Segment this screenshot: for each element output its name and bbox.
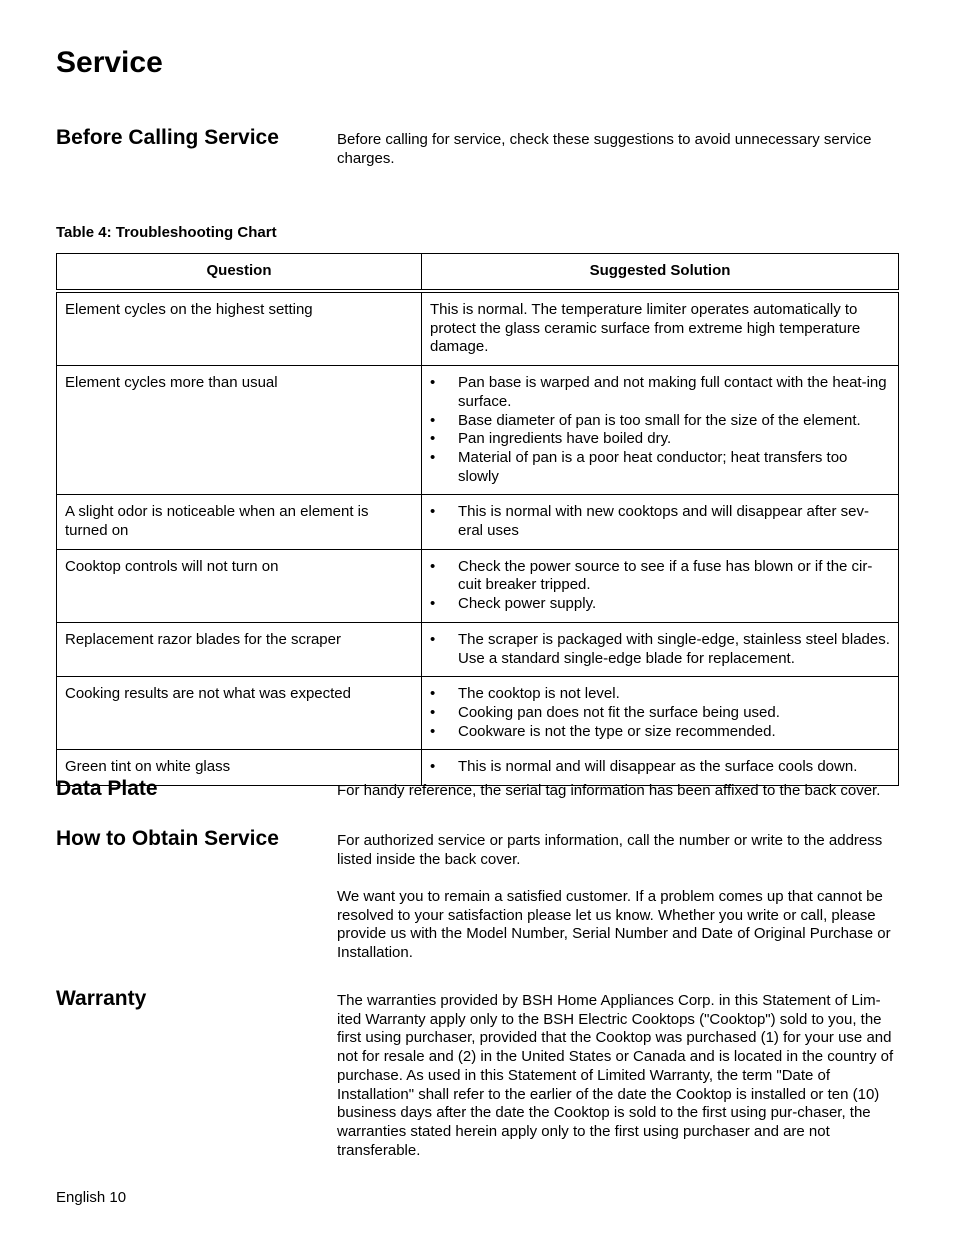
bullet-icon: •	[430, 722, 436, 740]
question-cell: Replacement razor blades for the scraper	[57, 622, 422, 676]
bullet-icon: •	[430, 374, 436, 392]
bullet-icon: •	[430, 448, 436, 466]
solution-item	[430, 704, 890, 723]
how-to-obtain-paragraph: For authorized service or parts information, call the number or write to the address listed inside the back cover.	[337, 832, 883, 868]
solution-item	[430, 430, 890, 449]
table-header-row	[57, 254, 899, 292]
solution-item	[430, 685, 890, 704]
solution-item	[430, 558, 890, 595]
solution-item	[430, 449, 890, 486]
solution-list	[430, 374, 890, 486]
solution-item-text: Cookware is not the type or size recommended.	[458, 722, 776, 740]
table-row	[57, 549, 899, 622]
table-row	[57, 622, 899, 676]
solution-item	[430, 595, 890, 614]
bullet-icon: •	[430, 703, 436, 721]
solution-list	[430, 558, 890, 614]
table-caption: Table 4: Troubleshooting Chart	[56, 224, 277, 241]
solution-item-text: Base diameter of pan is too small for the size of the element.	[458, 411, 861, 429]
table-row	[57, 495, 899, 549]
question-cell: Element cycles on the highest setting	[57, 291, 422, 366]
solution-item	[430, 631, 890, 668]
table-body	[57, 291, 899, 786]
warranty-body	[337, 992, 899, 1160]
page-title: Service	[56, 46, 163, 79]
solution-item-text: This is normal with new cooktops and will disappear after sev-eral uses	[458, 503, 870, 540]
solution-item-text: Cooking pan does not fit the surface being used.	[458, 703, 780, 721]
before-calling-text: Before calling for service, check these suggestions to avoid unnecessary service charges.	[337, 131, 872, 167]
solution-item	[430, 758, 890, 777]
question-cell: Element cycles more than usual	[57, 366, 422, 495]
solution-cell	[422, 750, 899, 786]
how-to-obtain-heading: How to Obtain Service	[56, 827, 279, 850]
data-plate-text: For handy reference, the serial tag information has been affixed to the back cover.	[337, 782, 881, 799]
solution-item	[430, 412, 890, 431]
solution-cell: This is normal. The temperature limiter operates automatically to protect the glass ceramic surface from extreme high temperature damage.	[422, 291, 899, 366]
solution-item-text: The cooktop is not level.	[458, 685, 620, 703]
solution-item	[430, 723, 890, 742]
solution-cell	[422, 677, 899, 750]
question-cell: Cooktop controls will not turn on	[57, 549, 422, 622]
warranty-text: The warranties provided by BSH Home Appliances Corp. in this Statement of Lim-ited Warranty apply only to the BSH Electric Cooktops ("Cooktop") sold to you, the first using purchaser, provided that the Cooktop was purchased (1) for your use and not for resale and (2) in the United States or Canada and is located in the country of purchase. As used in this Statement of Limited Warranty, the term "Date of Installation" shall refer to the earlier of the date the Cooktop is installed or ten (10) business days after the date the Cooktop is sold to the first using pur-chaser, the warranties stated herein apply only to the first using purchaser and are not transferable.	[337, 992, 894, 1159]
bullet-icon: •	[430, 411, 436, 429]
solution-item-text: Pan ingredients have boiled dry.	[458, 430, 672, 448]
bullet-icon: •	[430, 630, 436, 648]
question-cell: A slight odor is noticeable when an element is turned on	[57, 495, 422, 549]
question-cell: Cooking results are not what was expected	[57, 677, 422, 750]
solution-cell	[422, 366, 899, 495]
question-cell: Green tint on white glass	[57, 750, 422, 786]
solution-cell	[422, 495, 899, 549]
solution-item-text: The scraper is packaged with single-edge, stainless steel blades. Use a standard single-edge blade for replacement.	[458, 630, 890, 667]
solution-item	[430, 503, 890, 540]
bullet-icon: •	[430, 685, 436, 703]
solution-list	[430, 503, 890, 540]
bullet-icon: •	[430, 430, 436, 448]
page-footer: English 10	[56, 1189, 127, 1206]
before-calling-body	[337, 131, 899, 168]
troubleshooting-table	[56, 253, 899, 786]
solution-item-text: Material of pan is a poor heat conductor; heat transfers too slowly	[458, 448, 848, 485]
data-plate-heading: Data Plate	[56, 777, 158, 800]
how-to-obtain-body	[337, 832, 899, 963]
solution-item	[430, 374, 890, 411]
solution-item-text: Check power supply.	[458, 595, 597, 613]
table-row	[57, 677, 899, 750]
data-plate-body	[337, 782, 899, 801]
table-row	[57, 291, 899, 366]
table-row	[57, 750, 899, 786]
solution-item-text: Pan base is warped and not making full contact with the heat-ing surface.	[458, 374, 887, 410]
solution-item-text: Check the power source to see if a fuse has blown or if the cir-cuit breaker tripped.	[458, 557, 873, 594]
table-row	[57, 366, 899, 495]
bullet-icon: •	[430, 503, 436, 521]
bullet-icon: •	[430, 595, 436, 613]
solution-list	[430, 685, 890, 741]
column-header-question: Question	[57, 254, 422, 292]
solution-item-text: This is normal and will disappear as the surface cools down.	[458, 758, 858, 776]
how-to-obtain-paragraph: We want you to remain a satisfied customer. If a problem comes up that cannot be resolved to your satisfaction please let us know. Whether you write or call, please provide us with the Model Number, Serial Number and Date of Original Purchase or Installation.	[337, 888, 891, 962]
column-header-solution: Suggested Solution	[422, 254, 899, 292]
solution-list	[430, 631, 890, 668]
solution-cell	[422, 549, 899, 622]
bullet-icon: •	[430, 557, 436, 575]
bullet-icon: •	[430, 758, 436, 776]
warranty-heading: Warranty	[56, 987, 147, 1010]
solution-cell	[422, 622, 899, 676]
before-calling-heading: Before Calling Service	[56, 126, 279, 149]
solution-list	[430, 758, 890, 777]
